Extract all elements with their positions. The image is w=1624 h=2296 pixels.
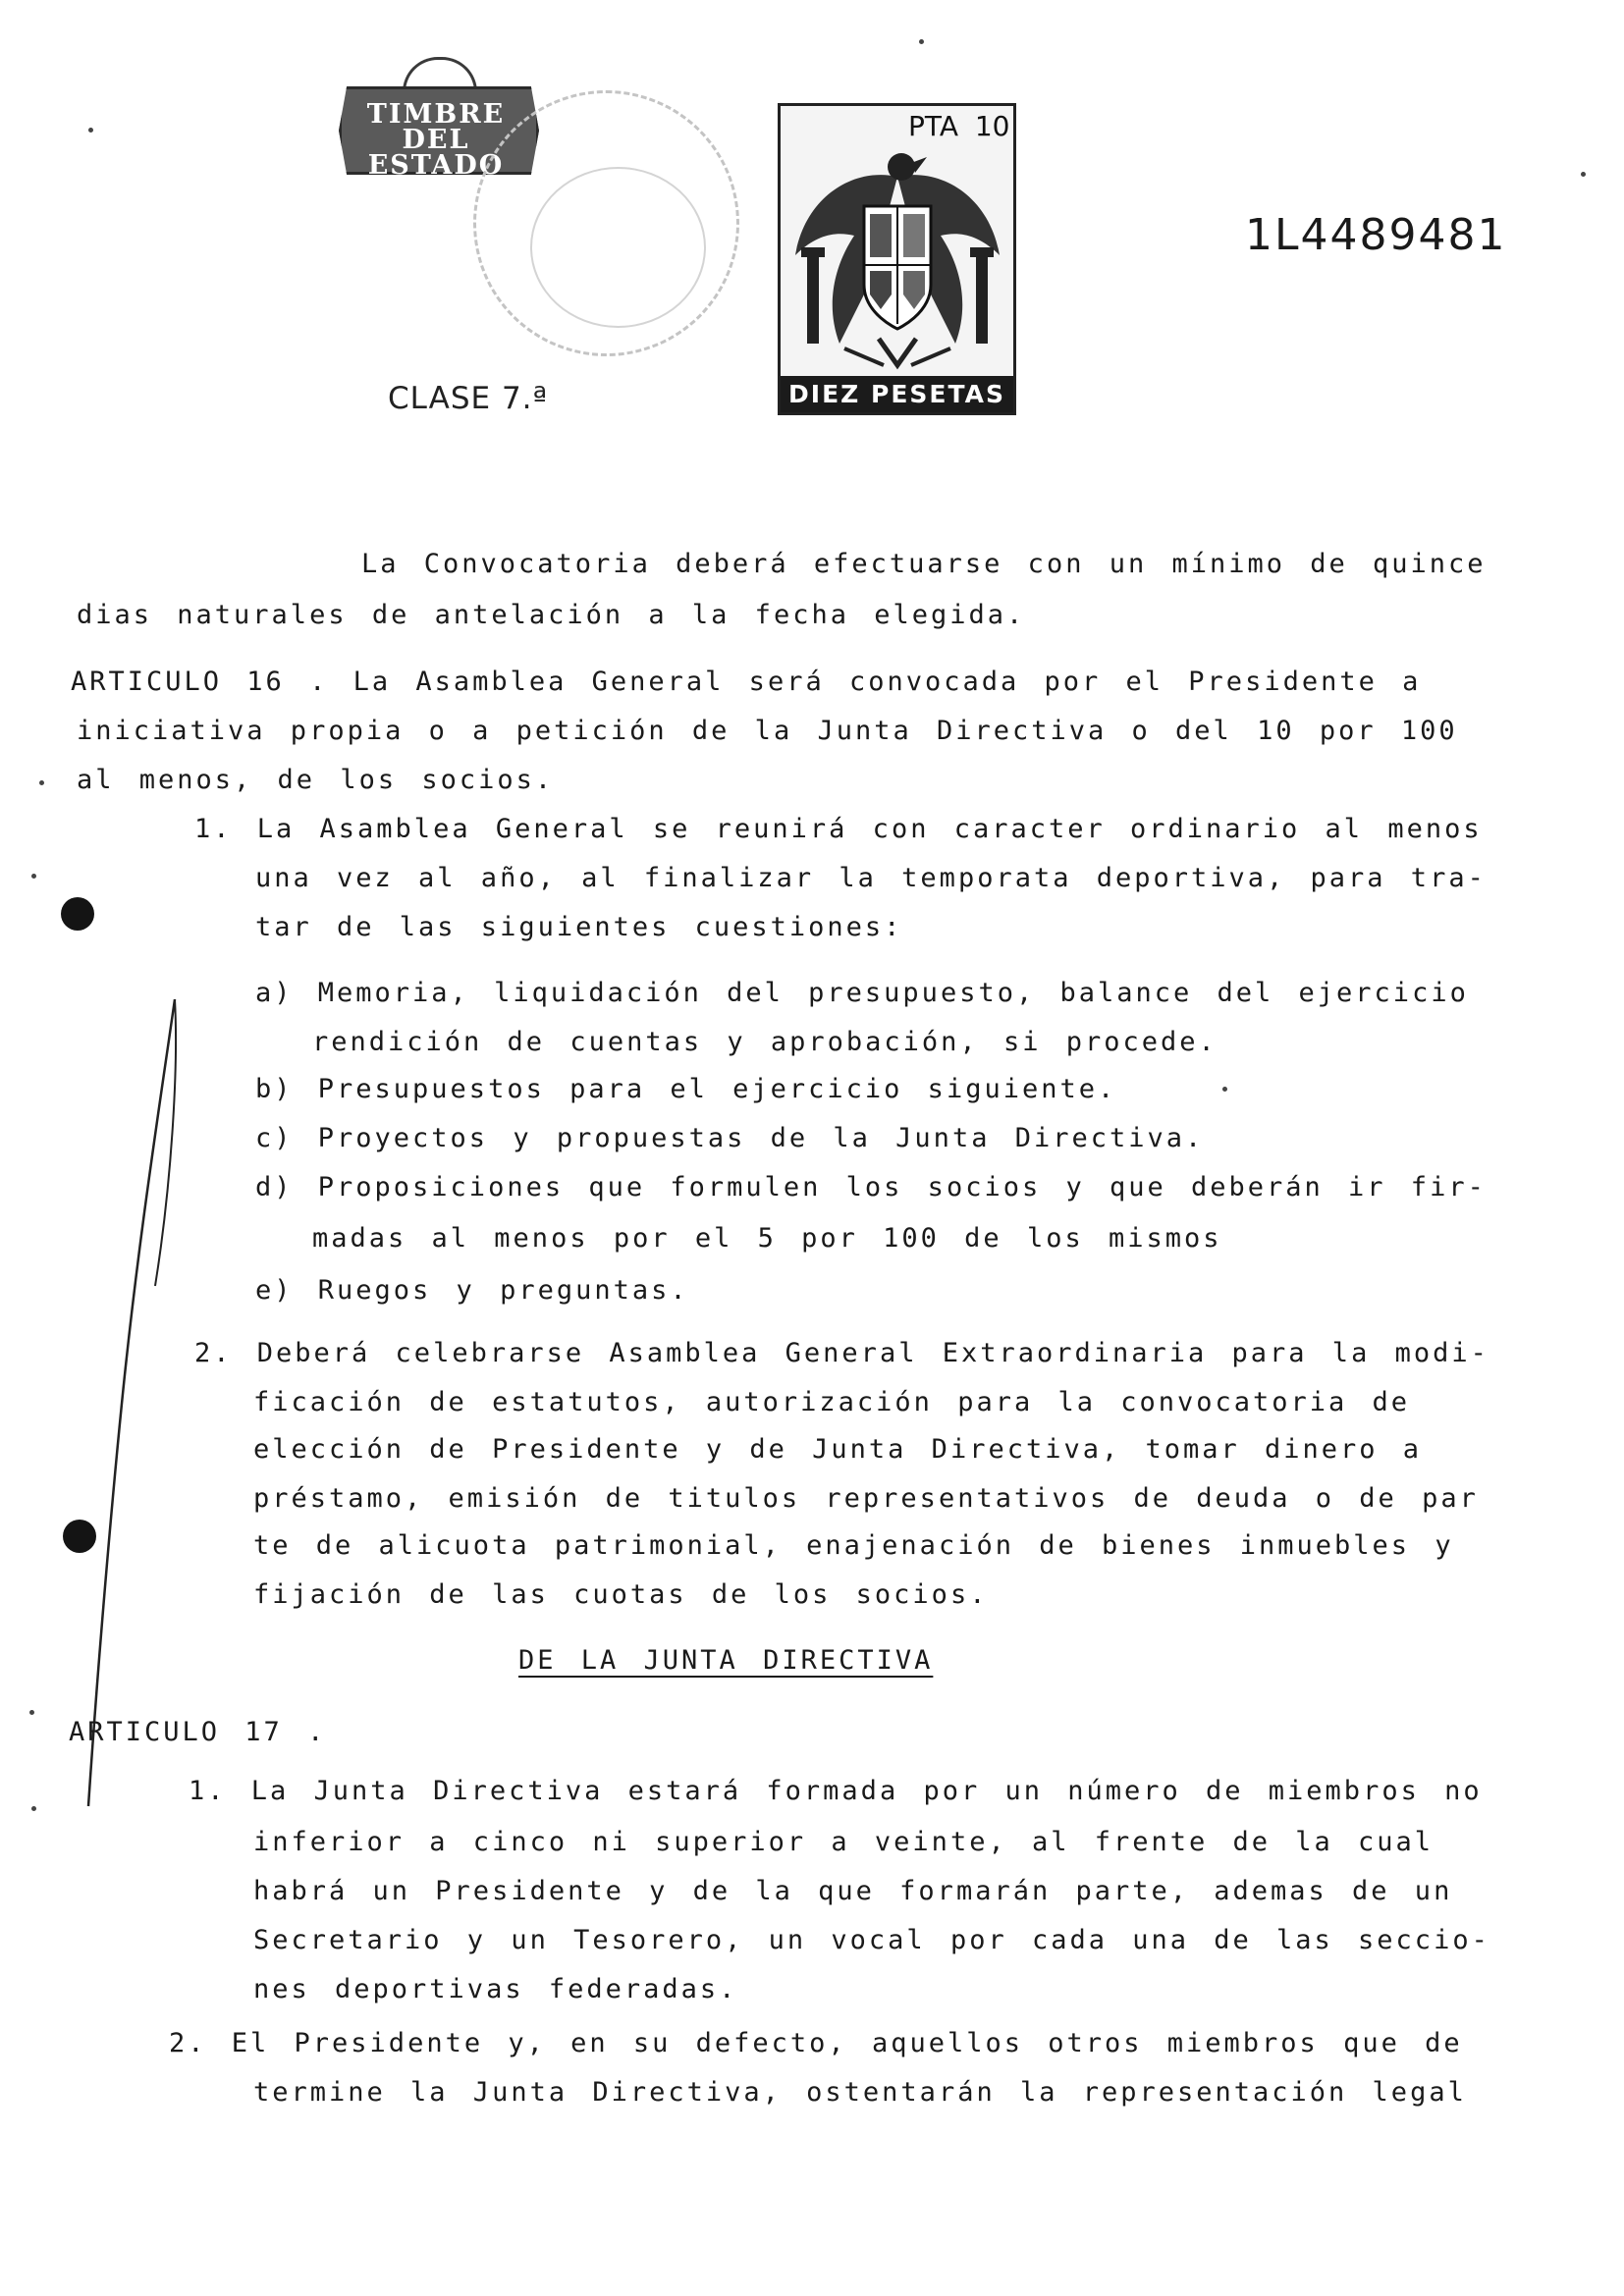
text-line: nes deportivas federadas.	[253, 1974, 738, 2004]
text-line: ficación de estatutos, autorización para la convocatoria de	[253, 1387, 1411, 1417]
text-line: inferior a cinco ni superior a veinte, al frente de la cual	[253, 1827, 1435, 1857]
stamp-denomination: PTA 10	[908, 110, 1010, 142]
text-line: préstamo, emisión de titulos representativos de deuda o de par	[253, 1483, 1479, 1514]
speck	[1581, 172, 1586, 177]
speck	[919, 39, 924, 44]
section-heading: DE LA JUNTA DIRECTIVA	[518, 1645, 934, 1676]
timbre-del-estado-text: TIMBRE DEL ESTADO	[366, 99, 506, 181]
text-line: b) Presupuestos para el ejercicio siguiente.	[255, 1074, 1117, 1104]
speck	[31, 874, 36, 879]
text-line: elección de Presidente y de Junta Directiva, tomar dinero a	[253, 1434, 1423, 1465]
clase-label: CLASE 7.ª	[388, 381, 549, 416]
text-line: rendición de cuentas y aprobación, si procede.	[312, 1027, 1218, 1057]
text-line: termine la Junta Directiva, ostentarán la representación legal	[253, 2077, 1467, 2108]
text-line: d) Proposiciones que formulen los socios y que deberán ir fir-	[255, 1172, 1487, 1202]
text-line: a) Memoria, liquidación del presupuesto, balance del ejercicio	[255, 978, 1469, 1008]
speck	[29, 1710, 34, 1715]
handwritten-margin-bracket	[69, 991, 187, 1816]
text-line: 1. La Junta Directiva estará formada por un número de miembros no	[189, 1776, 1483, 1806]
text-line: 2. Deberá celebrarse Asamblea General Extraordinaria para la modi-	[194, 1338, 1489, 1368]
text-line: c) Proyectos y propuestas de la Junta Directiva.	[255, 1123, 1205, 1153]
text-line: 2. El Presidente y, en su defecto, aquellos otros miembros que de	[169, 2028, 1463, 2058]
text-line: La Convocatoria deberá efectuarse con un mínimo de quince	[361, 549, 1487, 579]
text-line: al menos, de los socios.	[77, 765, 555, 795]
text-line: ARTICULO 17 .	[69, 1717, 327, 1747]
text-line: habrá un Presidente y de la que formarán parte, ademas de un	[253, 1876, 1453, 1906]
text-line: Secretario y un Tesorero, un vocal por cada una de las seccio-	[253, 1925, 1490, 1955]
speck	[39, 780, 44, 785]
text-line: e) Ruegos y preguntas.	[255, 1275, 689, 1306]
text-line: dias naturales de antelación a la fecha elegida.	[77, 600, 1026, 630]
circular-seal-inner	[530, 167, 706, 328]
text-line: una vez al año, al finalizar la temporata deportiva, para tra-	[255, 863, 1487, 893]
text-line: fijación de las cuotas de los socios.	[253, 1579, 989, 1610]
text-line: te de alicuota patrimonial, enajenación de bienes inmuebles y	[253, 1530, 1454, 1561]
speck	[88, 128, 93, 133]
serial-number: 1L4489481	[1245, 210, 1507, 260]
speck	[31, 1806, 36, 1811]
speck	[1222, 1087, 1227, 1092]
punch-hole-top	[61, 897, 94, 931]
coat-of-arms-icon	[785, 137, 1009, 373]
text-line: madas al menos por el 5 por 100 de los mismos	[312, 1223, 1222, 1254]
text-line: 1. La Asamblea General se reunirá con caracter ordinario al menos	[194, 814, 1483, 844]
text-line: ARTICULO 16 . La Asamblea General será convocada por el Presidente a	[71, 667, 1422, 697]
text-line: tar de las siguientes cuestiones:	[255, 912, 903, 942]
stamp-band-text: DIEZ PESETAS	[781, 376, 1013, 412]
text-line: iniciativa propia o a petición de la Junta Directiva o del 10 por 100	[77, 716, 1458, 746]
